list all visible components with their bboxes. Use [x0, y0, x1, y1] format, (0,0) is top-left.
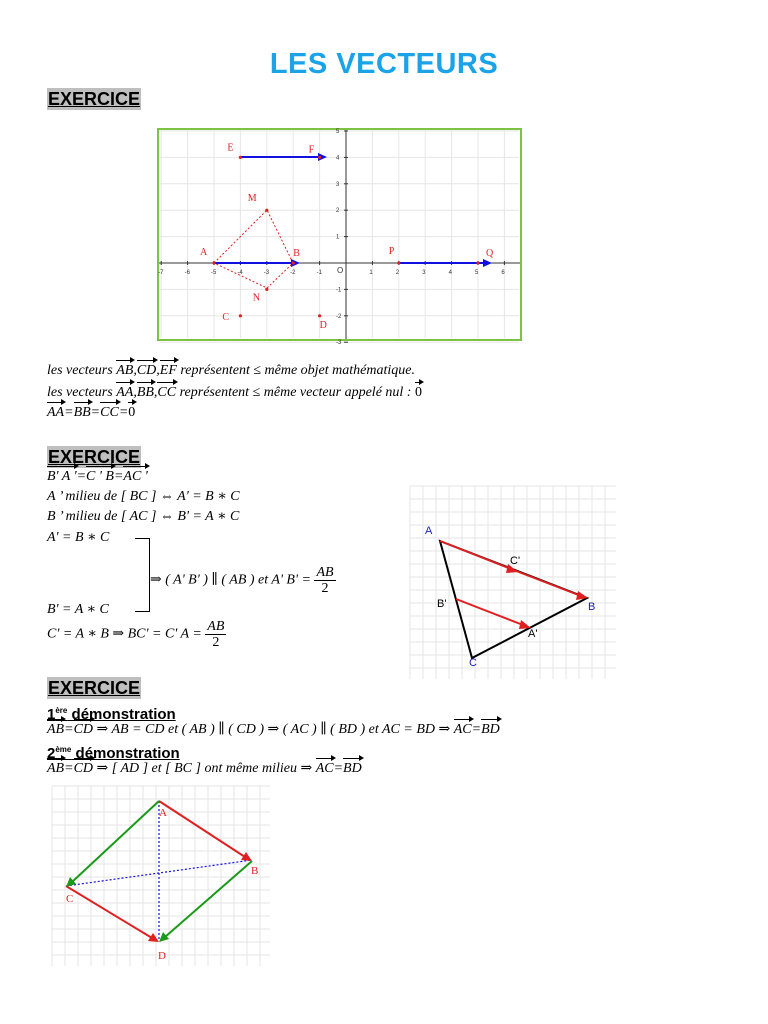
ex1-line-2: les vecteurs AA,BB,CC représentent ≤ même vecteur appelé nul : 0 — [47, 385, 422, 400]
x-tick-label: 3 — [422, 270, 426, 276]
point-M — [265, 209, 268, 212]
ex2-line-4: A' = B ∗ C — [47, 530, 110, 545]
point-Q — [476, 261, 479, 264]
y-tick-label: -2 — [336, 313, 342, 320]
label-D: D — [158, 950, 166, 962]
x-tick-label: -5 — [211, 270, 217, 276]
x-tick-label: 1 — [369, 270, 373, 276]
point-label-P: P — [388, 246, 395, 257]
demo-1-title: 1ère démonstration — [47, 706, 176, 723]
y-tick-label: 2 — [336, 208, 340, 215]
figure-triangle — [410, 486, 616, 679]
fraction: $\frac{AB}{2}$ — [207, 619, 225, 650]
parallelogram-svg — [52, 786, 270, 966]
point-label-M: M — [247, 193, 257, 205]
exercise-heading-3: EXERCICE — [48, 678, 141, 698]
x-tick-label: 4 — [448, 270, 452, 276]
x-tick-label: 6 — [501, 270, 505, 276]
x-tick-label: 2 — [395, 270, 400, 276]
point-B — [292, 261, 295, 264]
vector-AB — [159, 801, 245, 857]
exercise-heading-2: EXERCICE — [48, 447, 141, 467]
grid-lines — [410, 486, 616, 679]
ex1-line-1: les vecteurs AB,CD,EF représentent ≤ même objet mathématique. — [47, 363, 415, 378]
figure-parallelogram — [52, 786, 270, 966]
label-A1: A' — [528, 628, 538, 640]
label-B1: B' — [437, 598, 447, 610]
zero-vector: 0 — [414, 385, 422, 400]
label-B: B — [588, 601, 596, 613]
ex2-line-3: B ’ milieu de [ AC ] ⇔ B' = A ∗ C — [47, 509, 240, 524]
x-tick-label: -4 — [237, 270, 243, 276]
x-tick-label: -7 — [158, 270, 164, 276]
vector-EF: EF — [159, 363, 177, 378]
point-label-F: F — [308, 144, 315, 156]
point-label-E: E — [227, 142, 234, 154]
point-label-Q: Q — [486, 248, 494, 259]
y-tick-label: 1 — [336, 234, 340, 241]
demo-1-line: AB=CD ⇒ AB = CD et ( AB ) ∥ ( CD ) ⇒ ( AC ) ∥ ( BD ) et AC = BD ⇒ AC=BD — [47, 722, 500, 737]
label-C1: C' — [510, 555, 521, 567]
point-A — [212, 261, 215, 264]
ex2-line-7: C' = A ∗ B ⇒ BC' = C' A = $\frac{AB}{2}$ — [47, 619, 225, 650]
ex2-line-2: A ’ milieu de [ BC ] ⇔ A' = B ∗ C — [47, 489, 240, 504]
ex1-line-3: AA=BB=CC=0 — [47, 405, 136, 420]
fraction: $\frac{AB}{2}$ — [316, 565, 334, 596]
label-C: C — [66, 893, 74, 905]
point-E — [239, 156, 242, 159]
triangle-svg — [410, 486, 616, 679]
y-tick-label: -3 — [336, 340, 342, 347]
x-tick-label: -1 — [316, 270, 322, 276]
point-label-D: D — [319, 319, 327, 331]
y-tick-label: 3 — [336, 181, 340, 188]
x-tick-label: -3 — [263, 270, 270, 276]
ex2-line-6: B' = A ∗ C — [47, 602, 109, 617]
figure-frame — [158, 129, 521, 340]
y-tick-label: -1 — [336, 287, 342, 294]
exercise-heading-1: EXERCICE — [48, 89, 141, 109]
vector-C1B — [511, 569, 581, 596]
vector-AA: AA — [116, 385, 134, 400]
origin-label: O — [337, 266, 344, 275]
point-label-A: A — [200, 247, 208, 258]
label-B: B — [251, 865, 259, 877]
point-C — [239, 314, 242, 317]
label-C: C — [469, 657, 477, 669]
demo-2-title: 2ème démonstration — [47, 745, 180, 762]
y-tick-label: 5 — [336, 129, 340, 135]
x-tick-label: -6 — [184, 270, 190, 276]
point-label-C: C — [222, 311, 230, 323]
x-tick-label: -2 — [290, 270, 296, 276]
bracket — [135, 538, 150, 612]
vector-AC — [72, 801, 159, 882]
label-A: A — [425, 525, 433, 537]
point-F — [318, 156, 321, 159]
point-label-N: N — [252, 292, 261, 304]
demo-2-line: AB=CD ⇒ [ AD ] et [ BC ] ont même milieu ⇒ AC=BD — [47, 761, 362, 776]
ex2-line-1: B' A '=C ' B=AC ' — [47, 469, 148, 484]
vector-BB: BB — [136, 385, 154, 400]
label-A: A — [159, 807, 167, 819]
vector-CC: CC — [157, 385, 177, 400]
vector-CD: CD — [136, 363, 157, 378]
ex2-line-5: ⇒ ( A' B' ) ∥ ( AB ) et A' B' = $\frac{AB}{2}$ — [150, 565, 334, 596]
page-title: LES VECTEURS — [269, 48, 499, 80]
point-D — [318, 314, 321, 317]
vector-CD — [66, 886, 152, 938]
x-tick-label: 5 — [475, 270, 479, 276]
y-tick-label: 4 — [336, 155, 340, 162]
point-label-B: B — [293, 248, 300, 259]
point-N — [265, 288, 268, 291]
vectors-grid-svg — [157, 128, 522, 347]
vector-AB: AB — [116, 363, 134, 378]
point-P — [397, 261, 400, 264]
figure-vectors-grid — [157, 128, 522, 347]
